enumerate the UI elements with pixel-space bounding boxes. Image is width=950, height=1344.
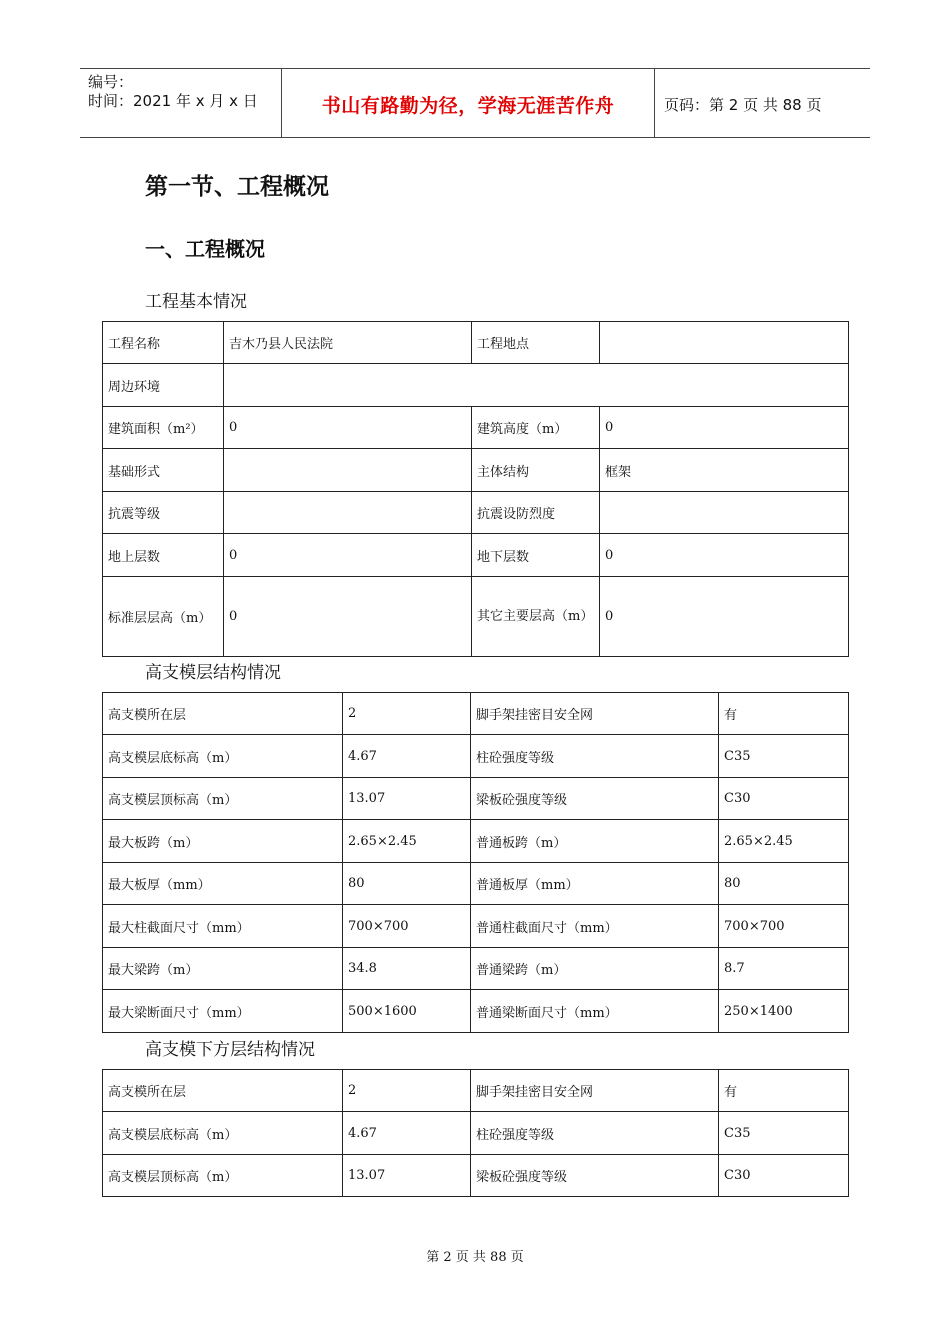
table-cell: 2.65×2.45 [343, 820, 471, 863]
table-row [103, 449, 849, 492]
table-cell [224, 449, 472, 492]
table-row [103, 364, 849, 407]
table-cell: 8.7 [719, 948, 849, 990]
table-row [103, 1070, 849, 1112]
table-cell: 最大梁跨（m） [103, 948, 343, 990]
table-cell: 高支模层顶标高（m） [103, 1155, 343, 1197]
subsection-title: 一、工程概况 [145, 237, 265, 261]
header-meta [88, 73, 283, 111]
table-cell: 工程地点 [472, 322, 600, 364]
page-header [80, 68, 870, 138]
table-cell: C30 [719, 1155, 849, 1197]
table-cell: 500×1600 [343, 990, 471, 1033]
table-cell [224, 492, 472, 534]
high-formwork-caption: 高支模层结构情况 [145, 663, 281, 683]
table-cell: 普通板跨（m） [471, 820, 719, 863]
table-row [103, 990, 849, 1033]
section-title: 第一节、工程概况 [145, 174, 329, 200]
table-cell: 地上层数 [103, 534, 224, 577]
table-cell: C35 [719, 1112, 849, 1155]
table-cell: 建筑面积（m²） [103, 407, 224, 449]
below-layer-caption: 高支模下方层结构情况 [145, 1040, 315, 1060]
table-cell: 0 [600, 407, 849, 449]
header-page-info: 页码：第 2 页 共 88 页 [664, 96, 822, 114]
table-cell: 80 [719, 863, 849, 905]
table-cell: 脚手架挂密目安全网 [471, 693, 719, 735]
below-layer-table [102, 1069, 849, 1197]
table-cell: 0 [224, 407, 472, 449]
table-cell: 地下层数 [472, 534, 600, 577]
table-cell: 工程名称 [103, 322, 224, 364]
page-footer: 第 2 页 共 88 页 [426, 1250, 524, 1265]
table-cell: C30 [719, 778, 849, 820]
table-cell: 柱砼强度等级 [471, 1112, 719, 1155]
table-cell: 抗震设防烈度 [472, 492, 600, 534]
table-cell: C35 [719, 735, 849, 778]
table-cell: 250×1400 [719, 990, 849, 1033]
table-cell: 0 [600, 577, 849, 657]
table-row [103, 407, 849, 449]
table-row [103, 778, 849, 820]
table-cell: 80 [343, 863, 471, 905]
high-formwork-table [102, 692, 849, 1033]
table-cell: 700×700 [719, 905, 849, 948]
table-cell: 标准层层高（m） [103, 577, 224, 657]
table-cell: 抗震等级 [103, 492, 224, 534]
table-cell: 高支模所在层 [103, 693, 343, 735]
table-row [103, 735, 849, 778]
table-cell: 有 [719, 693, 849, 735]
table-row [103, 492, 849, 534]
table-cell: 普通梁跨（m） [471, 948, 719, 990]
document-time-label: 时间：2021 年 x 月 x 日 [88, 92, 258, 110]
table-row [103, 1112, 849, 1155]
table-cell: 最大板跨（m） [103, 820, 343, 863]
table-cell: 最大梁断面尺寸（mm） [103, 990, 343, 1033]
table-cell: 梁板砼强度等级 [471, 778, 719, 820]
table-row [103, 1155, 849, 1197]
table-cell: 4.67 [343, 735, 471, 778]
table-row [103, 534, 849, 577]
table-cell: 4.67 [343, 1112, 471, 1155]
table-cell: 0 [224, 534, 472, 577]
table-cell: 其它主要层高（m） [472, 577, 600, 657]
table-cell: 13.07 [343, 778, 471, 820]
table-cell [224, 364, 849, 407]
table-cell: 柱砼强度等级 [471, 735, 719, 778]
table-cell: 框架 [600, 449, 849, 492]
table-cell: 主体结构 [472, 449, 600, 492]
table-cell: 脚手架挂密目安全网 [471, 1070, 719, 1112]
table-cell: 2.65×2.45 [719, 820, 849, 863]
table-cell: 周边环境 [103, 364, 224, 407]
table-cell [600, 492, 849, 534]
basic-info-caption: 工程基本情况 [145, 292, 247, 312]
table-row [103, 905, 849, 948]
table-row [103, 577, 849, 657]
table-cell: 普通板厚（mm） [471, 863, 719, 905]
table-cell: 2 [343, 1070, 471, 1112]
table-cell: 700×700 [343, 905, 471, 948]
document-number-label: 编号： [88, 73, 134, 91]
table-cell: 有 [719, 1070, 849, 1112]
table-row [103, 693, 849, 735]
table-cell: 34.8 [343, 948, 471, 990]
table-cell [600, 322, 849, 364]
table-row [103, 948, 849, 990]
table-cell: 高支模层底标高（m） [103, 1112, 343, 1155]
table-cell: 0 [600, 534, 849, 577]
basic-info-table [102, 321, 849, 657]
table-cell: 高支模层底标高（m） [103, 735, 343, 778]
header-divider [654, 69, 655, 137]
table-row [103, 863, 849, 905]
table-cell: 最大柱截面尺寸（mm） [103, 905, 343, 948]
table-cell: 高支模层顶标高（m） [103, 778, 343, 820]
table-row [103, 322, 849, 364]
table-cell: 高支模所在层 [103, 1070, 343, 1112]
table-cell: 0 [224, 577, 472, 657]
header-motto: 书山有路勤为径，学海无涯苦作舟 [321, 95, 615, 117]
table-cell: 普通梁断面尺寸（mm） [471, 990, 719, 1033]
table-cell: 2 [343, 693, 471, 735]
table-row [103, 820, 849, 863]
table-cell: 吉木乃县人民法院 [224, 322, 472, 364]
table-cell: 基础形式 [103, 449, 224, 492]
table-cell: 最大板厚（mm） [103, 863, 343, 905]
table-cell: 梁板砼强度等级 [471, 1155, 719, 1197]
table-cell: 普通柱截面尺寸（mm） [471, 905, 719, 948]
table-cell: 建筑高度（m） [472, 407, 600, 449]
table-cell: 13.07 [343, 1155, 471, 1197]
